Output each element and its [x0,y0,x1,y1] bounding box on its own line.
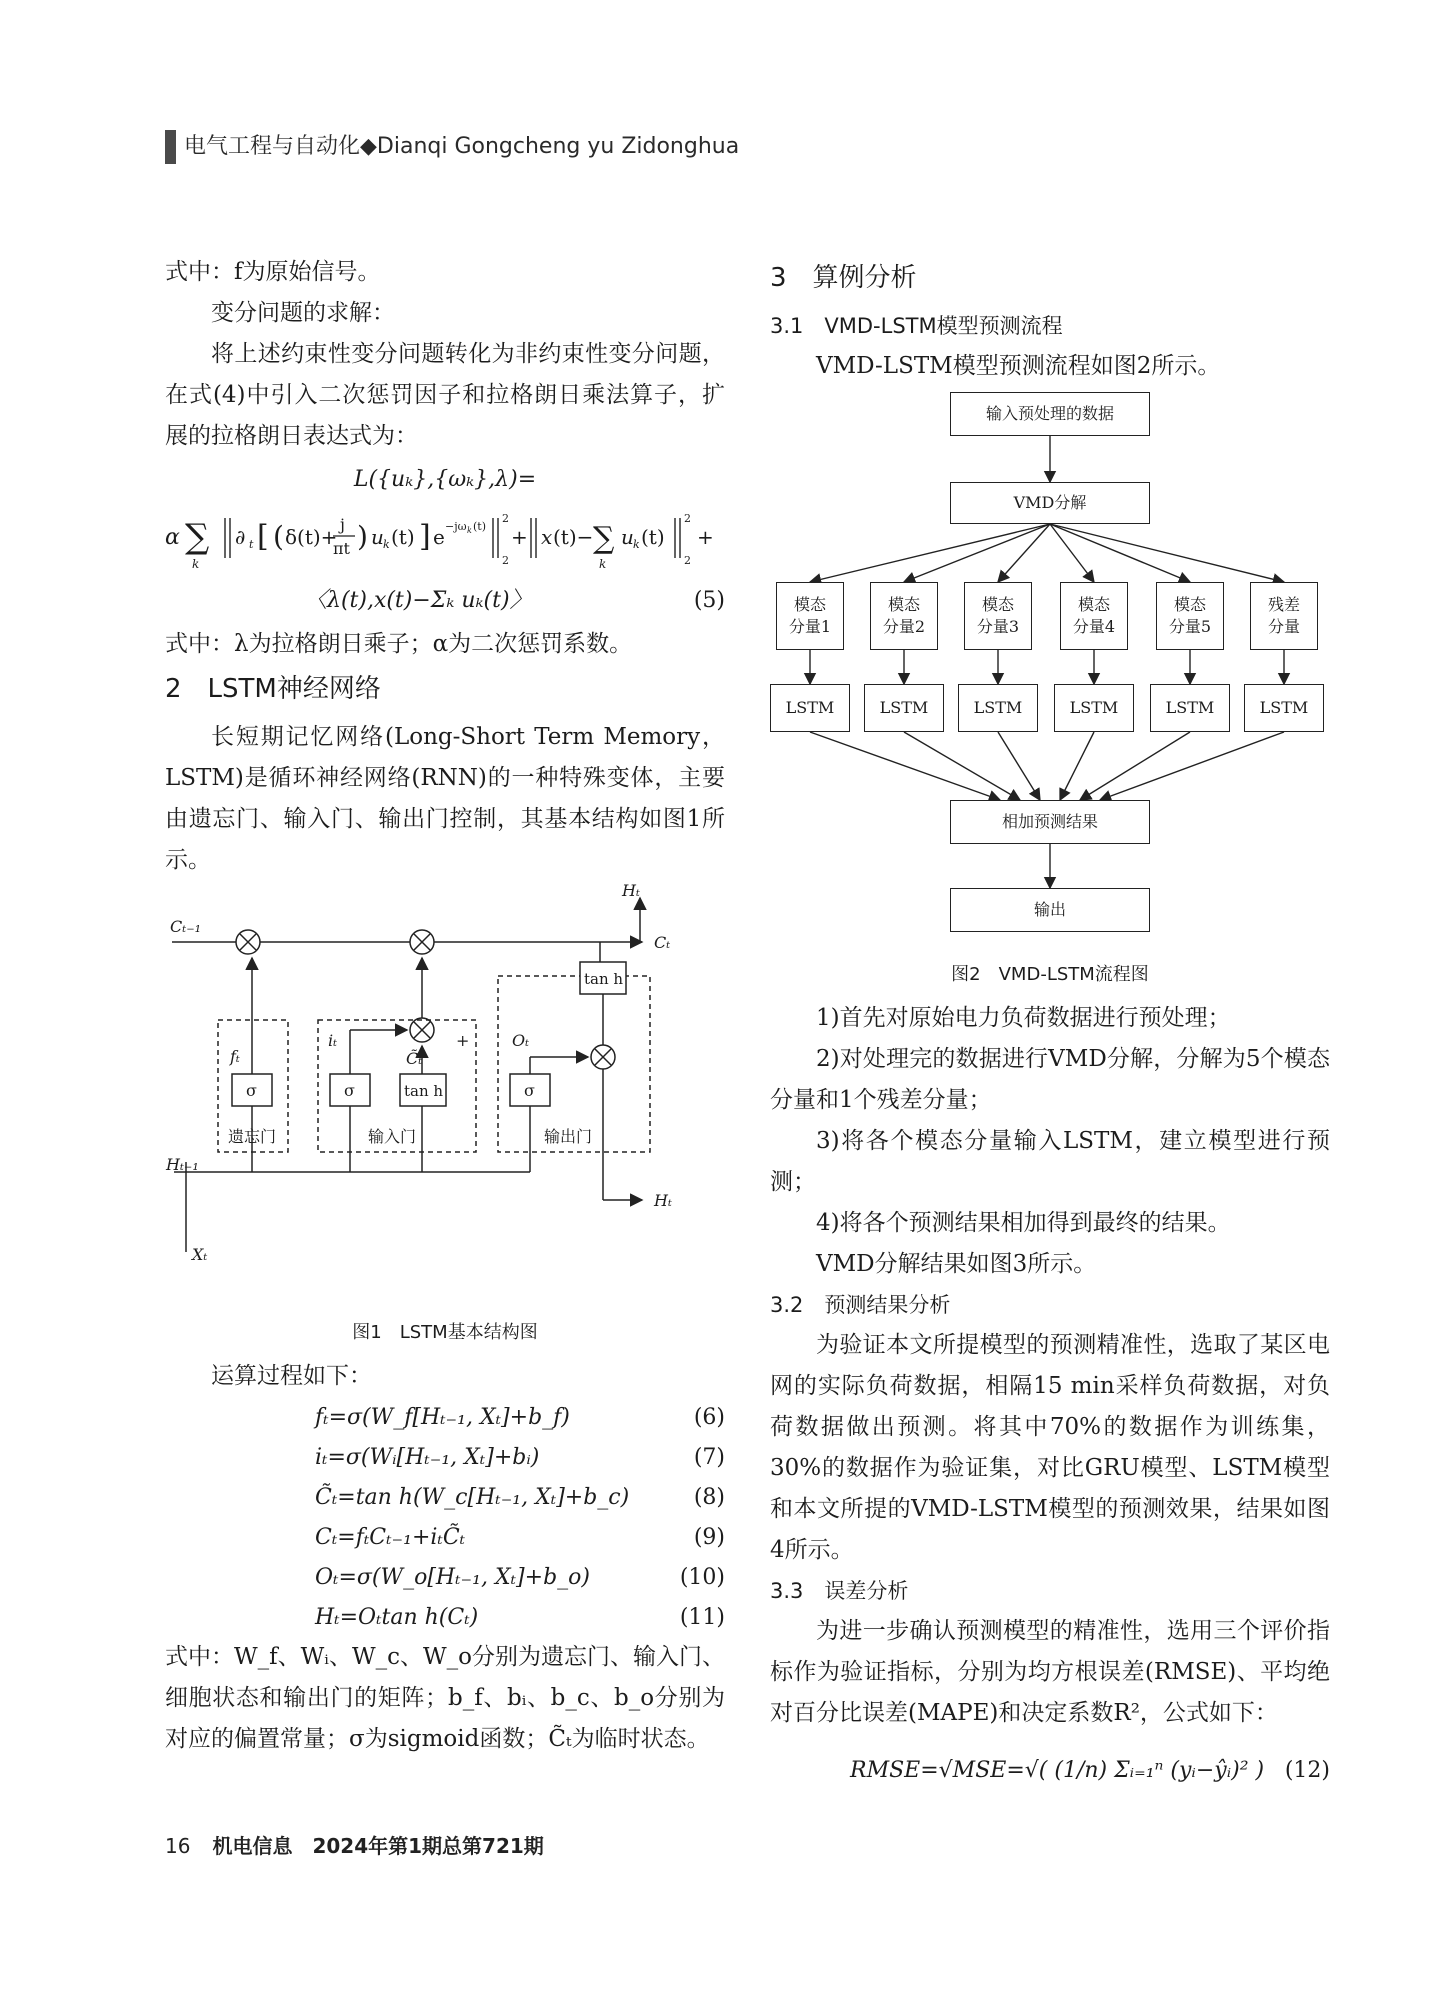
svg-text:(: ( [273,520,284,553]
svg-text:k: k [633,538,640,551]
equation-number: (6) [693,1405,725,1430]
label-f-t: fₜ [230,1047,240,1066]
flow-mode-box-2: 模态 分量2 [870,582,938,650]
equation-12: RMSE=√MSE=√( (1/n) Σᵢ₌₁ⁿ (yᵢ−ŷᵢ)² ) (12) [850,1758,1330,1783]
equation-row [165,1597,725,1637]
equation-row [165,1437,725,1477]
page-footer [165,1830,544,1859]
flow-lstm-box-4: LSTM [1054,684,1134,732]
sigma-input: σ [344,1081,355,1100]
svg-text:e: e [433,525,445,549]
flow-input-box: 输入预处理的数据 [950,392,1150,436]
section-heading: 3 算例分析 [770,263,917,293]
equation-expression: fₜ=σ(W_f[Hₜ₋₁, Xₜ]+b_f) [315,1405,570,1430]
svg-text:+: + [697,525,714,549]
flow-mode-box-3: 模态 分量3 [964,582,1032,650]
equation-row [165,1397,725,1437]
svg-text:[: [ [257,519,269,554]
paragraph: 式中：λ为拉格朗日乘子；α为二次惩罚系数。 [165,631,633,657]
svg-text:∂: ∂ [235,525,246,549]
equation-number: (10) [679,1565,725,1590]
svg-text:+: + [511,525,528,549]
svg-text:(t): (t) [641,525,665,549]
label-i-t: iₜ [328,1031,338,1050]
svg-text:k: k [467,526,472,535]
subsection-heading: 3.2 预测结果分析 [770,1293,951,1317]
flow-vmd-box: VMD分解 [950,482,1150,524]
section-heading: 2 LSTM神经网络 [165,674,381,704]
equation-expression: Cₜ=fₜCₜ₋₁+iₜC̃ₜ [315,1525,466,1550]
svg-text:(t)−: (t)− [553,525,594,549]
flow-mode-box-1: 模态 分量1 [776,582,844,650]
svg-text:πt: πt [333,539,350,558]
step-list [770,998,1330,1285]
flow-lstm-box-2: LSTM [864,684,944,732]
subsection-heading: 3.3 误差分析 [770,1579,909,1603]
flow-lstm-box-1: LSTM [770,684,850,732]
svg-text:u: u [621,525,634,549]
label-c-prev: Cₜ₋₁ [170,917,202,936]
svg-text:∑: ∑ [593,521,615,556]
left-column-lower [165,1356,725,1760]
svg-text:k: k [192,557,200,571]
label-h-t: Hₜ [654,1191,672,1210]
svg-text:2: 2 [502,512,509,525]
label-o-t: Oₜ [512,1031,530,1050]
page-number: 16 [165,1834,191,1858]
figure-2-flowchart [770,392,1330,952]
input-gate-label: 输入门 [368,1127,417,1146]
flow-mode-box-4: 模态 分量4 [1060,582,1128,650]
paragraph: 为进一步确认预测模型的精准性，选用三个评价指标作为验证指标，分别为均方根误差(RMSE)、平均绝对百分比误差(MAPE)和决定系数R²，公式如下： [770,1618,1330,1726]
flow-sum-box: 相加预测结果 [950,800,1150,844]
sigma-forget: σ [246,1081,257,1100]
equation-number: (9) [693,1525,725,1550]
svg-text:t: t [249,538,254,551]
paragraph: VMD-LSTM模型预测流程如图2所示。 [816,353,1221,379]
sigma-output: σ [524,1081,535,1100]
label-c-t: Cₜ [654,933,671,952]
paragraph: 式中：W_f、Wᵢ、W_c、W_o分别为遗忘门、输入门、细胞状态和输出门的矩阵；b_f、bᵢ、b_c、b_o分别为对应的偏置常量；σ为sigmoid函数；C̃ₜ为临时状态。 [165,1644,725,1752]
paragraph: 为验证本文所提模型的预测精准性，选取了某区电网的实际负荷数据，相隔15 min采样负荷数据，对负荷数据做出预测。将其中70%的数据作为训练集，30%的数据作为验证集，对比GRU模型、LSTM模型和本文所提的VMD-LSTM模型的预测效果，结果如图4所示。 [770,1332,1330,1563]
svg-text:2: 2 [684,554,691,567]
output-gate-label: 输出门 [544,1127,593,1146]
step-item: 3)将各个模态分量输入LSTM，建立模型进行预测； [770,1128,1330,1195]
subsection-heading: 3.1 VMD-LSTM模型预测流程 [770,314,1063,338]
paragraph: 变分问题的求解： [211,300,395,326]
equation-expression: Oₜ=σ(W_o[Hₜ₋₁, Xₜ]+b_o) [315,1565,590,1590]
svg-text:x: x [541,525,553,549]
svg-text:−jω: −jω [445,520,467,533]
svg-text:2: 2 [502,554,509,567]
right-column-lower [770,998,1330,1802]
equation-number: (8) [693,1485,725,1510]
svg-text:δ(t)+: δ(t)+ [285,525,338,549]
paragraph: 式中：f为原始信号。 [165,259,381,285]
equation-5-line2 [165,500,725,580]
paragraph: 运算过程如下： [211,1363,372,1389]
tanh-input: tan h [404,1082,444,1100]
flow-lstm-box-3: LSTM [958,684,1038,732]
forget-gate-label: 遗忘门 [228,1127,277,1146]
step-item: 1)首先对原始电力负荷数据进行预处理； [816,1005,1231,1031]
flow-residual-box: 残差 分量 [1250,582,1318,650]
tanh-output: tan h [584,970,624,988]
equation-row [165,1557,725,1597]
paragraph: 长短期记忆网络(Long-Short Term Memory，LSTM)是循环神经网络(RNN)的一种特殊变体，主要由遗忘门、输入门、输出门控制，其基本结构如图1所示。 [165,724,725,873]
flow-lstm-box-5: LSTM [1150,684,1230,732]
journal-info: 机电信息 2024年第1期总第721期 [212,1834,544,1858]
svg-text:u: u [371,525,384,549]
figure-1-caption: 图1 LSTM基本结构图 [352,1322,538,1343]
equation-row [165,1517,725,1557]
flow-mode-box-5: 模态 分量5 [1156,582,1224,650]
svg-text:α: α [165,525,180,550]
equation-expression: C̃ₜ=tan h(W_c[Hₜ₋₁, Xₜ]+b_c) [315,1485,630,1510]
equation-row [165,1477,725,1517]
equation-5-svg [165,500,725,580]
flow-output-box: 输出 [950,888,1150,932]
svg-text:j: j [340,515,345,534]
svg-text:k: k [383,538,390,551]
flowchart-arrows [770,392,1330,952]
left-column [165,252,725,881]
svg-text:): ) [357,520,368,553]
label-h-prev: Hₜ₋₁ [166,1155,199,1174]
equation-number: (11) [679,1605,725,1630]
svg-text:2: 2 [684,512,691,525]
output-gate-region [498,976,650,1152]
label-h-top: Hₜ [622,881,640,900]
svg-text:(t): (t) [391,525,415,549]
equation-number: (7) [693,1445,725,1470]
equation-5-line1: L({uₖ},{ωₖ},λ)= [353,467,537,492]
paragraph: 将上述约束性变分问题转化为非约束性变分问题，在式(4)中引入二次惩罚因子和拉格朗日乘法算子，扩展的拉格朗日表达式为： [165,341,725,449]
right-column-top [770,254,1330,387]
step-item: 2)对处理完的数据进行VMD分解，分解为5个模态分量和1个残差分量； [770,1046,1330,1113]
equation-5-line3: 〈λ(t),x(t)−Σₖ uₖ(t)〉 (5) [305,588,725,613]
flow-lstm-box-6: LSTM [1244,684,1324,732]
label-c-tilde: C̃ₜ [406,1049,423,1068]
step-item: 4)将各个预测结果相加得到最终的结果。 [816,1210,1231,1236]
label-x-t: Xₜ [192,1245,208,1264]
svg-text:]: ] [419,519,431,554]
step-item: VMD分解结果如图3所示。 [816,1251,1097,1277]
figure-1-lstm-diagram [160,880,730,1300]
running-header: 电气工程与自动化◆Dianqi Gongcheng yu Zidonghua [184,134,740,159]
equation-expression: Hₜ=Oₜtan h(Cₜ) [315,1605,479,1630]
equation-list [165,1397,725,1637]
header-bar [165,130,176,164]
equation-expression: iₜ=σ(Wᵢ[Hₜ₋₁, Xₜ]+bᵢ) [315,1445,540,1470]
svg-text:∑: ∑ [185,517,210,557]
svg-text:k: k [599,557,607,571]
svg-text:(t): (t) [473,520,487,533]
label-plus: + [456,1031,470,1050]
figure-2-caption: 图2 VMD-LSTM流程图 [951,964,1149,985]
